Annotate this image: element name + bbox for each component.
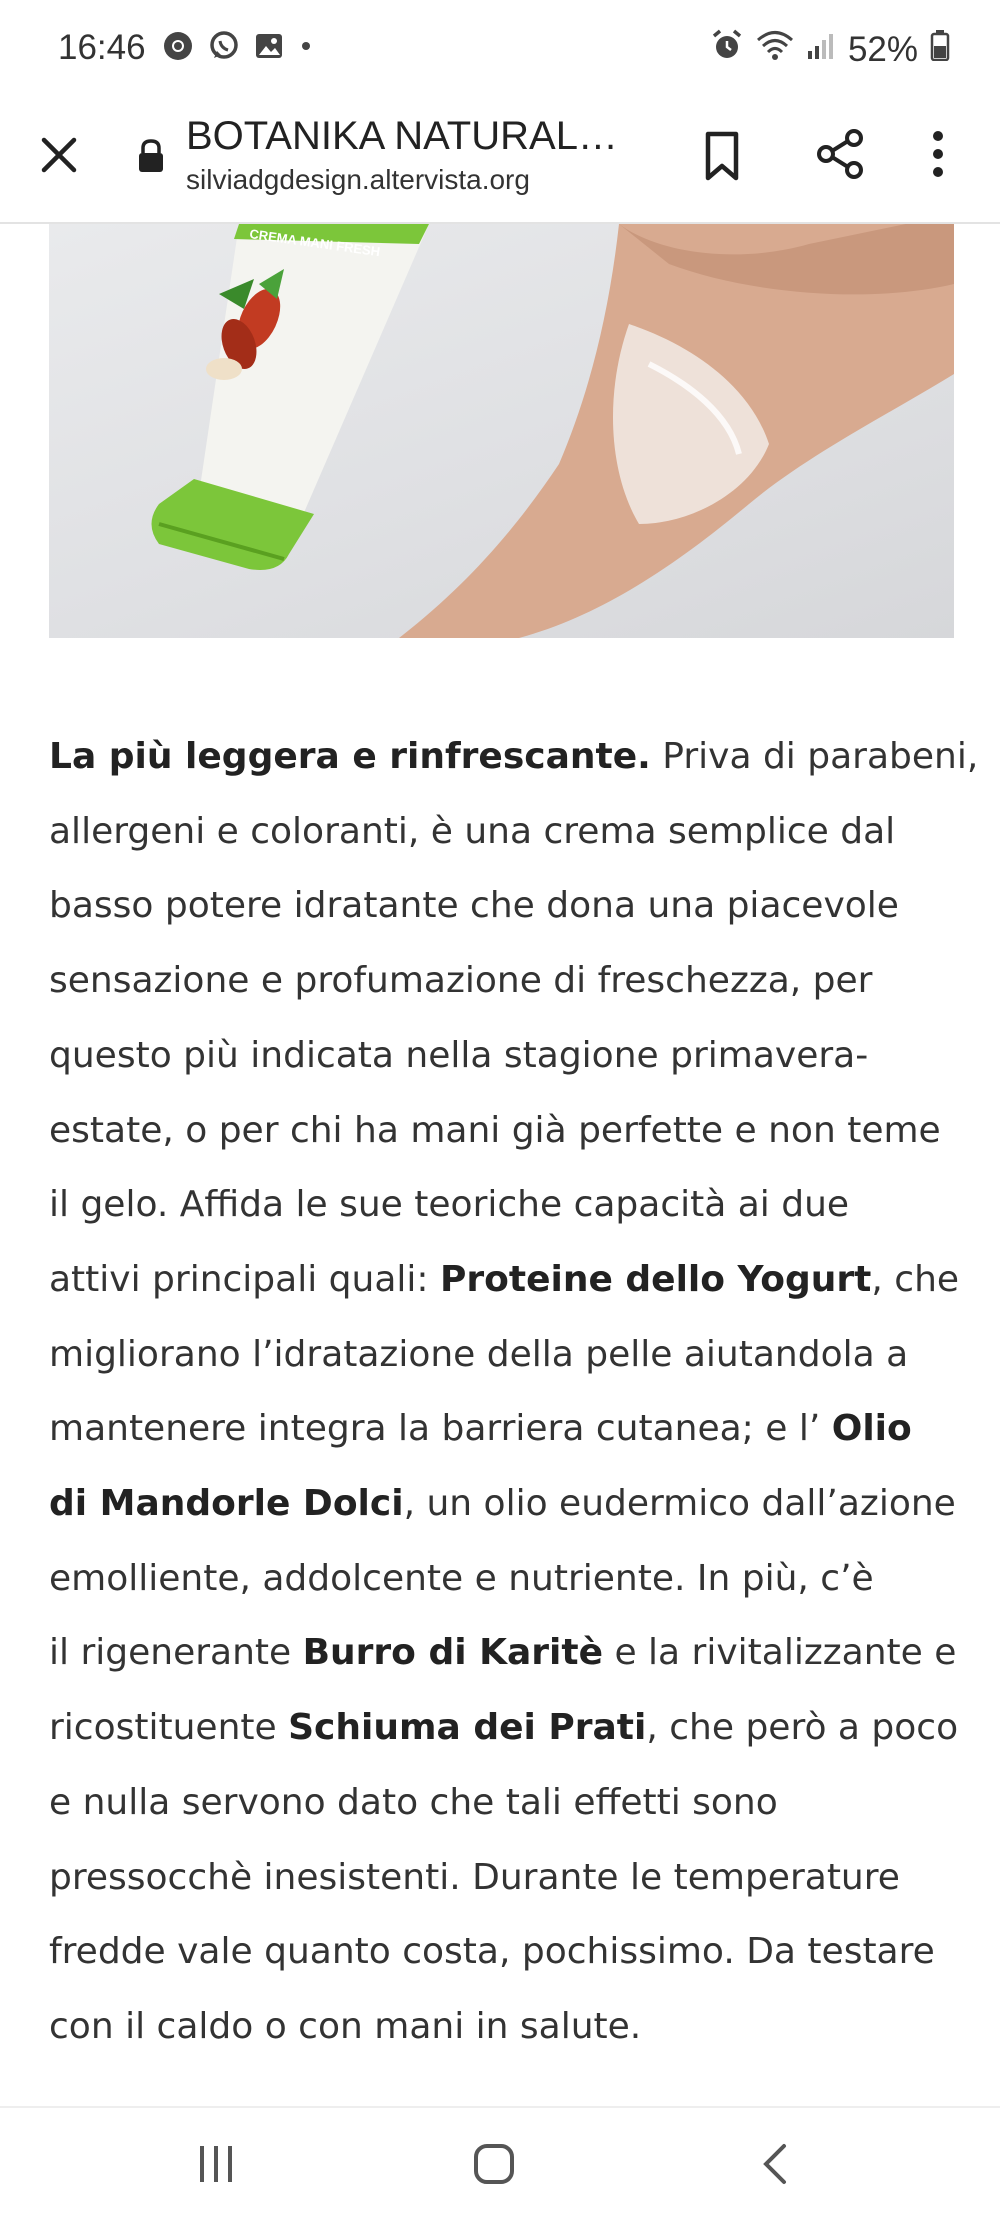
battery-icon [930,29,950,70]
article-line: fredde vale quanto costa, pochissimo. Da testare [49,1931,935,1973]
close-tab-button[interactable] [36,132,86,182]
battery-label: 52% [847,29,918,69]
article-line: emolliente, addolcente e nutriente. In più, c’è [49,1557,874,1599]
article-line: con il caldo o con mani in salute. [49,2005,642,2047]
chrome-icon [162,30,194,67]
bold-heading: La più leggera e rinfrescante. [49,736,651,777]
page-title: BOTANIKA NATURAL… [186,114,618,158]
article-line: di Mandorle Dolci, un olio eudermico dall’azione [49,1483,956,1525]
article-line: mantenere integra la barriera cutanea; e l’ Olio [49,1408,912,1450]
more-options-icon[interactable] [930,128,946,185]
custom-tab-toolbar [0,100,1000,224]
article-line: estate, o per chi ha mani già perfette e non teme [49,1109,941,1151]
article-line: sensazione e profumazione di freschezza, per [49,960,873,1002]
article-line: e nulla servono dato che tali effetti sono [49,1781,778,1823]
gallery-icon [254,31,284,66]
cream-tube-icon [152,224,430,570]
tube-label: CREMA MANI FRESH [248,226,382,260]
back-icon[interactable] [758,2142,792,2191]
status-bar [0,0,1000,100]
article-line: ricostituente Schiuma dei Prati, che però a poco [49,1707,959,1749]
article-line: La più leggera e rinfrescante. Priva di parabeni, [49,736,979,777]
bookmark-button[interactable] [700,130,744,187]
home-icon[interactable] [472,2142,516,2191]
site-url[interactable]: silviadgdesign.altervista.org [186,164,530,195]
recents-icon[interactable] [196,2142,236,2191]
ingredient-name: Schiuma dei Prati [288,1707,647,1749]
ingredient-name: Olio [831,1408,912,1450]
product-photo [49,224,954,638]
article-body [49,720,979,2065]
article-line: allergeni e coloranti, è una crema semplice dal [49,810,896,852]
dot-icon [298,38,314,59]
wifi-icon [756,29,794,70]
whatsapp-icon [208,30,240,67]
ingredient-name: di Mandorle Dolci [49,1483,404,1525]
article-line: basso potere idratante che dona una piacevole [49,885,899,927]
article-line: il gelo. Affida le sue teoriche capacità ai due [49,1184,850,1226]
article-line: pressocchè inesistenti. Durante le temperature [49,1856,900,1898]
system-nav-bar [0,2106,1000,2224]
share-button[interactable] [812,126,868,187]
ingredient-name: Burro di Karitè [302,1632,604,1674]
article-line: il rigenerante Burro di Karitè e la rivitalizzante e [49,1632,957,1674]
signal-icon [806,30,836,70]
ingredient-name: Proteine dello Yogurt [439,1258,872,1300]
alarm-icon [710,28,744,71]
lock-icon [136,138,166,179]
article-line: attivi principali quali: Proteine dello Yogurt, che [49,1258,960,1300]
article-line: migliorano l’idratazione della pelle aiutandola a [49,1333,909,1375]
article-line: questo più indicata nella stagione primavera- [49,1034,869,1076]
status-time: 16:46 [58,28,146,67]
